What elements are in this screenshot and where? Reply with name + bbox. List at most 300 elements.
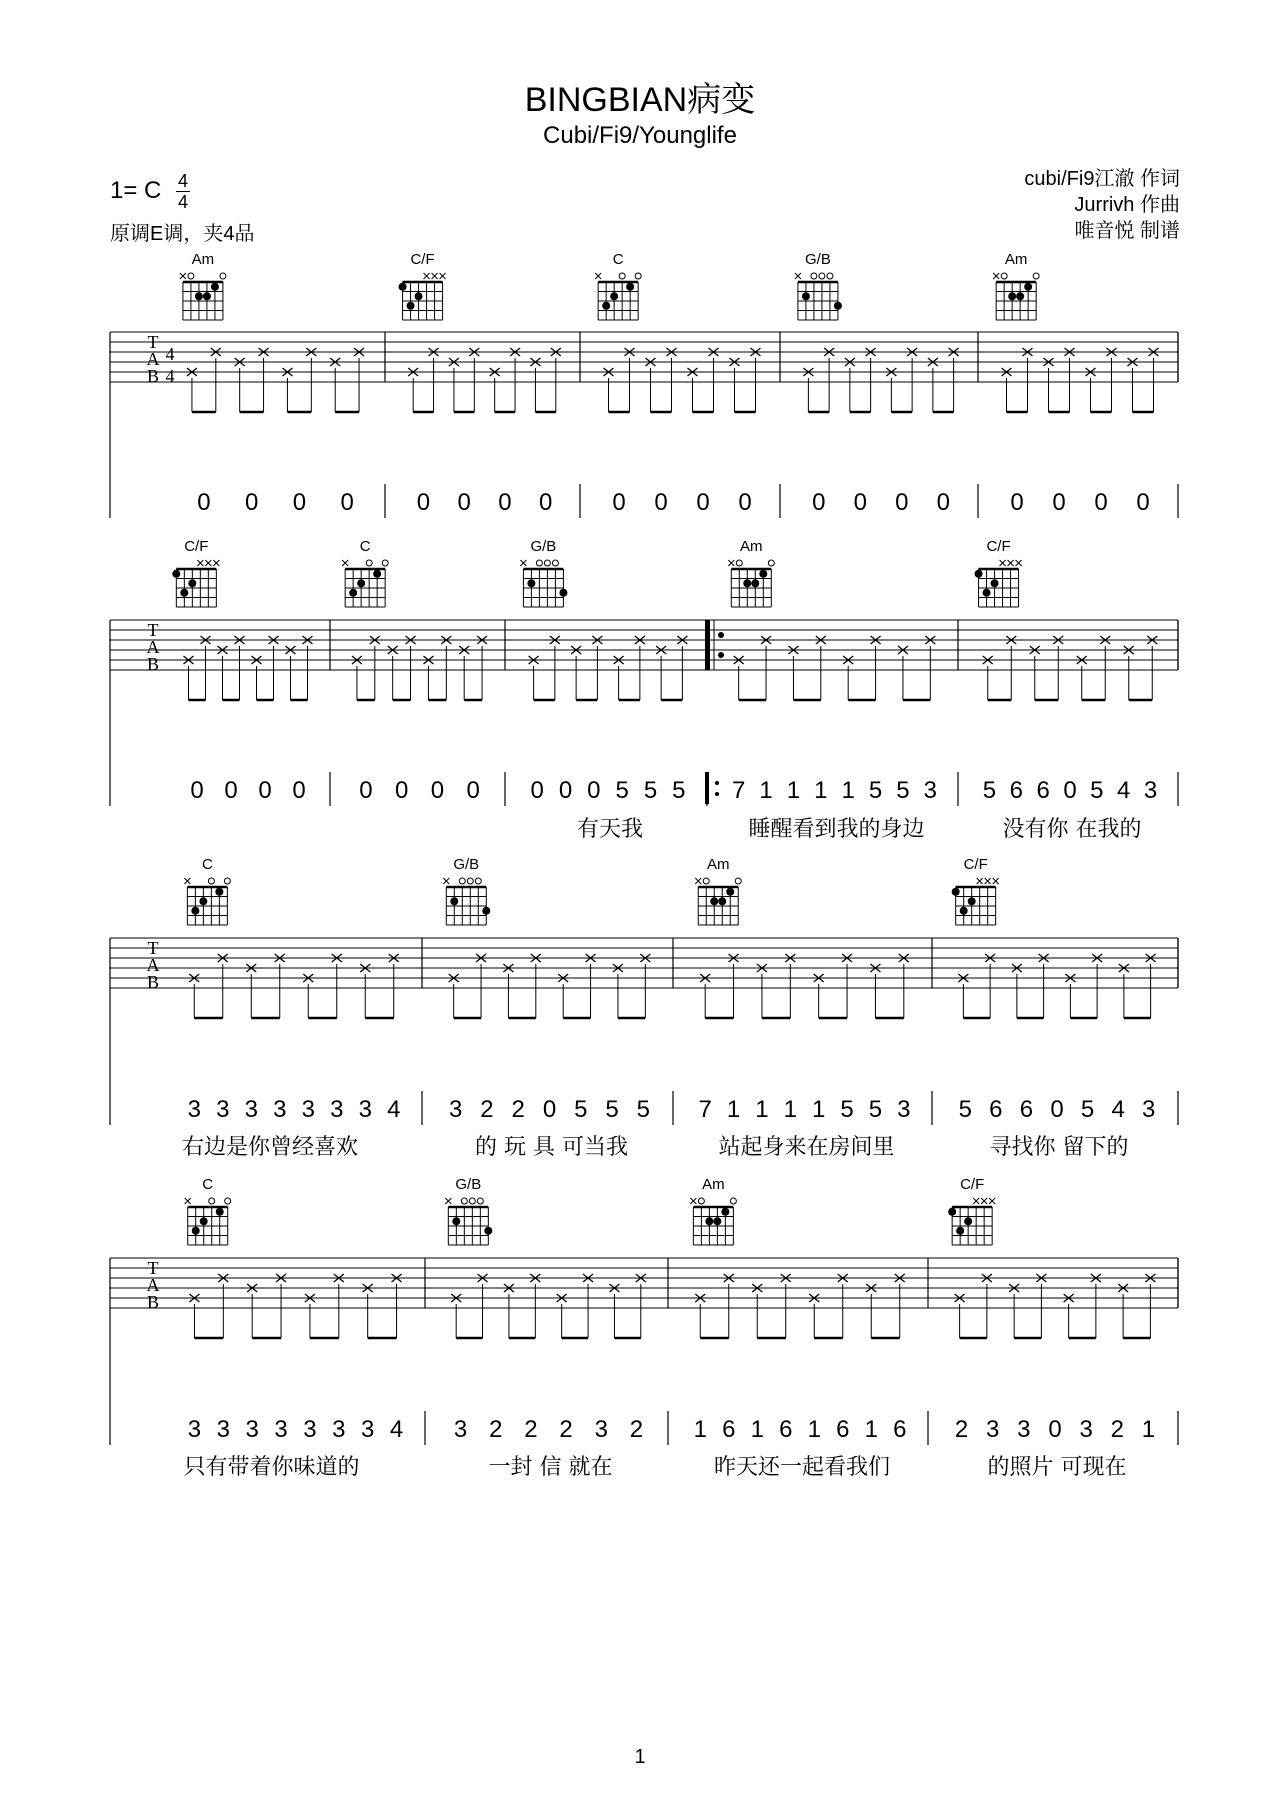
jianpu-note: 4: [1111, 1096, 1125, 1123]
tab-measure: [184, 636, 313, 700]
jianpu-note: 0: [612, 489, 626, 516]
finger-dot: [203, 292, 211, 300]
tab-time-bottom: 4: [165, 366, 175, 386]
chord-diagram-am: [690, 1176, 736, 1245]
finger-dot: [710, 897, 718, 905]
tab-clef-letter: T: [147, 1258, 159, 1278]
jianpu-note: 1: [841, 777, 855, 804]
jianpu-note: 4: [1117, 777, 1131, 804]
muted-string-icon: [1000, 560, 1006, 566]
jianpu-note: 0: [538, 489, 553, 516]
chord-diagram-c: [342, 538, 388, 607]
jianpu-note: 3: [330, 1096, 344, 1123]
jianpu-note: 0: [895, 489, 909, 516]
open-string-icon: [730, 1198, 736, 1204]
jianpu-note: 0: [1052, 489, 1066, 516]
chord-name: Am: [1004, 251, 1028, 268]
tab-measure: [1002, 348, 1159, 412]
jianpu-note: 3: [1079, 1416, 1093, 1443]
open-string-icon: [459, 878, 465, 884]
finger-dot: [960, 907, 968, 915]
chord-name: C: [359, 538, 371, 555]
open-string-icon: [1001, 273, 1007, 279]
jianpu-note: 6: [893, 1416, 907, 1443]
open-string-icon: [735, 878, 741, 884]
muted-string-icon: [595, 273, 601, 279]
jianpu-note: 1: [750, 1416, 764, 1443]
jianpu-note: 0: [430, 777, 445, 804]
tab-measure: [451, 1274, 646, 1338]
tab-measure: [189, 954, 399, 1018]
finger-dot: [415, 292, 423, 300]
open-string-icon: [188, 273, 194, 279]
open-string-icon: [382, 560, 388, 566]
open-string-icon: [544, 560, 550, 566]
jianpu-note: 3: [897, 1096, 911, 1123]
jianpu-note: 3: [273, 1096, 287, 1123]
jianpu-note: 6: [779, 1416, 793, 1443]
chord-diagram-am: [180, 251, 226, 320]
jianpu-note: 0: [292, 489, 307, 516]
open-string-icon: [536, 560, 542, 566]
open-string-icon: [703, 878, 709, 884]
open-string-icon: [224, 878, 230, 884]
finger-dot: [527, 579, 535, 587]
chord-diagram-c: [185, 1176, 231, 1245]
jianpu-note: 5: [868, 777, 883, 804]
capo-note: 原调E调，夹4品: [110, 223, 255, 245]
chord-diagram-c: [595, 251, 641, 320]
finger-dot: [968, 897, 976, 905]
chord-name: Am: [740, 538, 763, 555]
composer-credit: Jurrivh 作曲: [1074, 194, 1180, 216]
jianpu-note: 6: [1009, 777, 1023, 804]
finger-dot: [713, 1217, 721, 1225]
jianpu-note: 3: [594, 1416, 608, 1443]
jianpu-note: 2: [1110, 1416, 1124, 1443]
jianpu-note: 1: [693, 1416, 707, 1443]
open-string-icon: [619, 273, 625, 279]
finger-dot: [602, 302, 610, 310]
jianpu-note: 0: [1010, 489, 1024, 516]
finger-dot: [188, 579, 196, 587]
jianpu-note: 1: [814, 777, 828, 804]
chord-diagram-c-f: [975, 538, 1022, 607]
muted-string-icon: [424, 273, 430, 279]
tab-time-top: 4: [165, 344, 175, 364]
jianpu-note: 0: [696, 489, 710, 516]
muted-string-icon: [432, 273, 438, 279]
jianpu-note: 1: [755, 1096, 769, 1123]
lyric-text: 一封 信 就在: [488, 1455, 613, 1480]
muted-string-icon: [985, 878, 991, 884]
jianpu-note: 3: [986, 1416, 1000, 1443]
jianpu-note: 1: [726, 1096, 741, 1123]
muted-string-icon: [197, 560, 203, 566]
lyric-text: 站起身来在房间里: [718, 1135, 895, 1160]
finger-dot: [726, 888, 734, 896]
finger-dot: [407, 302, 415, 310]
repeat-dot: [718, 632, 724, 638]
finger-dot: [759, 570, 767, 578]
open-string-icon: [461, 1198, 467, 1204]
jianpu-note: 5: [574, 1096, 588, 1123]
chord-diagram-c-f: [172, 538, 219, 607]
finger-dot: [215, 888, 223, 896]
open-string-icon: [819, 273, 825, 279]
jianpu-note: 3: [274, 1416, 288, 1443]
chord-name: Am: [702, 1176, 725, 1193]
chord-diagram-c: [184, 856, 230, 925]
jianpu-note: 5: [868, 1096, 883, 1123]
jianpu-repeat-dot: [715, 792, 719, 796]
tab-clef-letter: A: [146, 349, 160, 369]
jianpu-repeat-bar: [705, 772, 709, 804]
jianpu-note: 0: [1050, 1096, 1064, 1123]
open-string-icon: [635, 273, 641, 279]
tab-clef-letter: B: [146, 654, 160, 674]
muted-string-icon: [443, 878, 449, 884]
song-title: BINGBIAN病变: [524, 81, 756, 119]
jianpu-note: 5: [615, 777, 629, 804]
jianpu-note: 5: [896, 777, 910, 804]
tab-measure: [187, 348, 364, 412]
jianpu-note: 0: [190, 777, 204, 804]
jianpu-note: 2: [559, 1416, 573, 1443]
jianpu-note: 6: [989, 1096, 1003, 1123]
finger-dot: [743, 579, 751, 587]
jianpu-note: 2: [629, 1416, 644, 1443]
jianpu-note: 3: [1142, 1096, 1156, 1123]
finger-dot: [964, 1217, 972, 1225]
jianpu-note: 0: [292, 777, 306, 804]
open-string-icon: [366, 560, 372, 566]
chord-diagram-g-b: [795, 251, 842, 320]
jianpu-note: 0: [244, 489, 259, 516]
jianpu-note: 4: [387, 1096, 401, 1123]
jianpu-note: 3: [301, 1096, 315, 1123]
jianpu-note: 2: [954, 1416, 969, 1443]
jianpu-note: 3: [1143, 777, 1158, 804]
jianpu-note: 0: [224, 777, 238, 804]
muted-string-icon: [185, 1198, 191, 1204]
muted-string-icon: [728, 560, 734, 566]
jianpu-note: 0: [1048, 1416, 1062, 1443]
finger-dot: [373, 570, 381, 578]
jianpu-note: 0: [558, 777, 573, 804]
finger-dot: [216, 1208, 224, 1216]
muted-string-icon: [445, 1198, 451, 1204]
lyric-text: 寻找你 留下的: [989, 1135, 1129, 1160]
tab-measure: [408, 348, 561, 412]
jianpu-note: 0: [812, 489, 826, 516]
jianpu-note: 3: [187, 1416, 202, 1443]
open-string-icon: [768, 560, 774, 566]
finger-dot: [1008, 292, 1016, 300]
lyric-text: 只有带着你味道的: [183, 1455, 360, 1480]
jianpu-note: 3: [448, 1096, 463, 1123]
jianpu-note: 0: [654, 489, 668, 516]
jianpu-note: 0: [416, 489, 431, 516]
tab-clef-letter: B: [146, 972, 160, 992]
muted-string-icon: [993, 878, 999, 884]
finger-dot: [721, 1208, 729, 1216]
muted-string-icon: [993, 273, 999, 279]
finger-dot: [399, 283, 407, 291]
jianpu-note: 3: [923, 777, 937, 804]
tab-measure: [529, 636, 688, 700]
lyricist-credit: cubi/Fi9江澈 作词: [1024, 168, 1180, 190]
jianpu-note: 1: [786, 777, 801, 804]
jianpu-note: 2: [524, 1416, 538, 1443]
finger-dot: [450, 897, 458, 905]
jianpu-note: 0: [738, 489, 752, 516]
finger-dot: [626, 283, 634, 291]
chord-name: C/F: [960, 1176, 985, 1193]
open-string-icon: [698, 1198, 704, 1204]
chord-name: G/B: [530, 538, 557, 555]
tab-measure: [189, 1274, 401, 1338]
jianpu-note: 5: [605, 1096, 619, 1123]
open-string-icon: [475, 878, 481, 884]
finger-dot: [705, 1217, 713, 1225]
jianpu-note: 5: [672, 777, 686, 804]
lyric-text: 昨天还一起看我们: [713, 1455, 891, 1480]
chord-name: C/F: [410, 251, 435, 268]
muted-string-icon: [205, 560, 211, 566]
jianpu-note: 0: [498, 489, 512, 516]
jianpu-note: 6: [1019, 1096, 1034, 1123]
chord-diagram-am: [728, 538, 774, 607]
chord-name: C/F: [963, 856, 988, 873]
jianpu-note: 1: [1141, 1416, 1156, 1443]
jianpu-note: 2: [489, 1416, 503, 1443]
jianpu-note: 3: [361, 1416, 375, 1443]
muted-string-icon: [690, 1198, 696, 1204]
jianpu-note: 0: [258, 777, 272, 804]
open-string-icon: [469, 1198, 475, 1204]
finger-dot: [751, 579, 759, 587]
jianpu-note: 3: [216, 1096, 230, 1123]
jianpu-note: 3: [332, 1416, 346, 1443]
chord-diagram-g-b: [520, 538, 567, 607]
muted-string-icon: [1008, 560, 1014, 566]
jianpu-note: 0: [853, 489, 867, 516]
muted-string-icon: [520, 560, 526, 566]
lyric-text: 没有你 在我的: [1002, 817, 1142, 842]
jianpu-note: 1: [783, 1096, 797, 1123]
jianpu-note: 5: [1090, 777, 1104, 804]
muted-string-icon: [1016, 560, 1022, 566]
chord-diagram-c-f: [399, 251, 446, 320]
jianpu-note: 0: [340, 489, 354, 516]
chord-name: G/B: [804, 251, 831, 268]
chord-diagram-am: [695, 856, 741, 925]
jianpu-note: 0: [1094, 489, 1108, 516]
jianpu-note: 5: [958, 1096, 972, 1123]
muted-string-icon: [989, 1198, 995, 1204]
open-string-icon: [736, 560, 742, 566]
finger-dot: [1016, 292, 1024, 300]
tab-clef-letter: T: [147, 332, 159, 352]
jianpu-note: 7: [698, 1096, 712, 1123]
finger-dot: [484, 1227, 492, 1235]
finger-dot: [956, 1227, 964, 1235]
jianpu-note: 5: [982, 777, 997, 804]
chord-name: Am: [191, 251, 215, 268]
tab-clef-letter: B: [146, 1292, 160, 1312]
open-string-icon: [811, 273, 817, 279]
tab-clef-letter: T: [147, 938, 159, 958]
tab-measure: [700, 954, 909, 1018]
tab-clef-letter: A: [146, 637, 160, 657]
jianpu-note: 7: [732, 777, 746, 804]
jianpu-note: 3: [358, 1096, 372, 1123]
jianpu-note: 3: [303, 1416, 317, 1443]
lyric-text: 睡醒看到我的身边: [748, 817, 925, 842]
open-string-icon: [467, 878, 473, 884]
jianpu-note: 0: [530, 777, 544, 804]
open-string-icon: [827, 273, 833, 279]
jianpu-note: 1: [864, 1416, 878, 1443]
jianpu-note: 0: [542, 1096, 557, 1123]
finger-dot: [192, 1227, 200, 1235]
finger-dot: [211, 283, 219, 291]
muted-string-icon: [184, 878, 190, 884]
jianpu-note: 5: [643, 777, 658, 804]
muted-string-icon: [981, 1198, 987, 1204]
arranger-credit: 唯音悦 制谱: [1074, 220, 1180, 242]
open-string-icon: [225, 1198, 231, 1204]
jianpu-note: 6: [1036, 777, 1050, 804]
finger-dot: [991, 579, 999, 587]
jianpu-note: 0: [457, 489, 471, 516]
jianpu-note: 3: [187, 1096, 201, 1123]
jianpu-note: 3: [1017, 1416, 1031, 1443]
open-string-icon: [477, 1198, 483, 1204]
open-string-icon: [552, 560, 558, 566]
repeat-dot: [718, 652, 724, 658]
jianpu-note: 0: [394, 777, 409, 804]
chord-name: G/B: [453, 856, 480, 873]
jianpu-note: 2: [480, 1096, 494, 1123]
open-string-icon: [209, 1198, 215, 1204]
chord-name: C: [612, 251, 624, 268]
chord-name: C: [202, 1176, 214, 1193]
tab-measure: [983, 636, 1158, 700]
chord-diagram-c-f: [952, 856, 999, 925]
jianpu-note: 0: [359, 777, 373, 804]
jianpu-note: 3: [244, 1096, 258, 1123]
lyric-text: 右边是你曾经喜欢: [181, 1135, 359, 1160]
tab-clef-letter: A: [146, 1275, 160, 1295]
page-number: 1: [634, 1746, 646, 1768]
open-string-icon: [208, 878, 214, 884]
repeat-thick-bar: [705, 620, 710, 670]
key-label: 1= C: [110, 176, 162, 204]
jianpu-note: 4: [389, 1416, 404, 1443]
jianpu-note: 1: [807, 1416, 821, 1443]
finger-dot: [834, 302, 842, 310]
muted-string-icon: [795, 273, 801, 279]
finger-dot: [349, 589, 357, 597]
chord-name: G/B: [455, 1176, 482, 1193]
jianpu-note: 3: [245, 1416, 259, 1443]
finger-dot: [452, 1217, 460, 1225]
finger-dot: [952, 888, 960, 896]
finger-dot: [200, 1217, 208, 1225]
muted-string-icon: [213, 560, 219, 566]
jianpu-note: 3: [216, 1416, 230, 1443]
jianpu-note: 5: [1080, 1096, 1095, 1123]
jianpu-note: 6: [722, 1416, 736, 1443]
tab-clef-letter: A: [146, 955, 160, 975]
chord-name: Am: [706, 856, 730, 873]
jianpu-note: 0: [1136, 489, 1150, 516]
finger-dot: [975, 570, 983, 578]
tab-measure: [449, 954, 651, 1018]
jianpu-repeat-dot: [715, 781, 719, 785]
open-string-icon: [1033, 273, 1039, 279]
tab-measure: [352, 636, 487, 700]
muted-string-icon: [342, 560, 348, 566]
finger-dot: [199, 897, 207, 905]
tab-measure: [734, 636, 936, 700]
finger-dot: [357, 579, 365, 587]
chord-diagram-am: [993, 251, 1039, 320]
finger-dot: [482, 907, 490, 915]
finger-dot: [559, 589, 567, 597]
finger-dot: [983, 589, 991, 597]
finger-dot: [191, 907, 199, 915]
muted-string-icon: [973, 1198, 979, 1204]
tab-measure: [958, 954, 1155, 1018]
tab-measure: [803, 348, 958, 412]
finger-dot: [180, 589, 188, 597]
chord-name: C: [201, 856, 213, 873]
finger-dot: [948, 1208, 956, 1216]
jianpu-note: 3: [453, 1416, 468, 1443]
chord-name: C/F: [986, 538, 1011, 555]
chord-diagram-g-b: [445, 1176, 492, 1245]
tab-measure: [955, 1274, 1156, 1338]
jianpu-note: 0: [936, 489, 950, 516]
finger-dot: [172, 570, 180, 578]
jianpu-note: 0: [1063, 777, 1077, 804]
muted-string-icon: [695, 878, 701, 884]
artist-line: Cubi/Fi9/Younglife: [543, 122, 737, 149]
chord-diagram-g-b: [443, 856, 490, 925]
chord-diagram-c-f: [948, 1176, 995, 1245]
lyric-text: 有天我: [576, 817, 644, 842]
lyric-text: 的照片 可现在: [987, 1455, 1127, 1480]
chord-name: C/F: [184, 538, 209, 555]
jianpu-note: 6: [836, 1416, 850, 1443]
tab-clef-letter: B: [146, 366, 160, 386]
jianpu-note: 0: [197, 489, 211, 516]
finger-dot: [195, 292, 203, 300]
jianpu-note: 5: [636, 1096, 651, 1123]
jianpu-note: 2: [511, 1096, 525, 1123]
muted-string-icon: [440, 273, 446, 279]
finger-dot: [802, 292, 810, 300]
time-signature: $\frac{4}{4}$: [178, 171, 189, 212]
jianpu-note: 1: [812, 1096, 826, 1123]
jianpu-note: 0: [466, 777, 480, 804]
muted-string-icon: [180, 273, 186, 279]
jianpu-note: 0: [587, 777, 601, 804]
finger-dot: [610, 292, 618, 300]
